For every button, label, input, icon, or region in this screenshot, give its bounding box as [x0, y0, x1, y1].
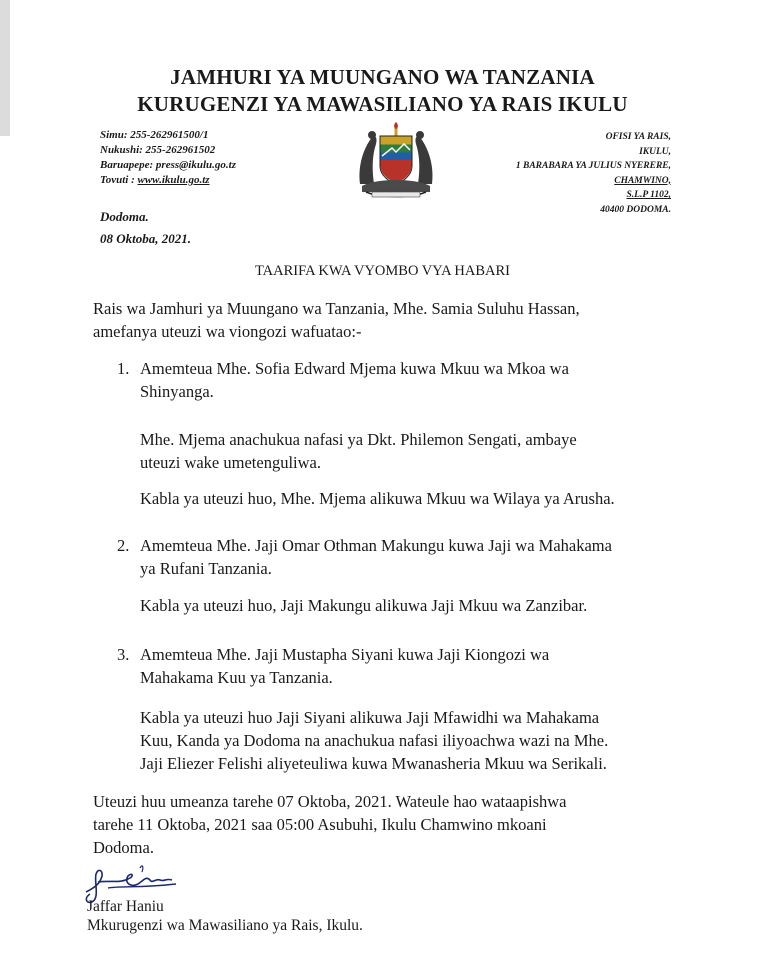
closing-line-2: tarehe 11 Oktoba, 2021 saa 05:00 Asubuhi, Ikulu Chamwino mkoani [93, 815, 547, 834]
item-1-line-3: Mhe. Mjema anachukua nafasi ya Dkt. Philemon Sengati, ambaye [140, 430, 577, 449]
item-3-line-1: Amemteua Mhe. Jaji Mustapha Siyani kuwa Jaji Kiongozi wa [140, 645, 550, 664]
address-line-3: 1 BARABARA YA JULIUS NYERERE, [515, 161, 671, 171]
item-1-line-5: Kabla ya uteuzi huo, Mhe. Mjema alikuwa Mkuu wa Wilaya ya Arusha. [140, 489, 615, 508]
document-title: TAARIFA KWA VYOMBO VYA HABARI [254, 263, 511, 279]
letterhead-line-1: JAMHURI YA MUUNGANO WA TANZANIA [170, 65, 595, 89]
email-line [100, 158, 236, 173]
letterhead-title [0, 64, 765, 118]
website-label: Tovuti : [100, 174, 138, 186]
item-2-line-3: Kabla ya uteuzi huo, Jaji Makungu alikuwa Jaji Mkuu wa Zanzibar. [140, 596, 588, 615]
closing-paragraph [93, 790, 683, 859]
item-2-paragraph-1 [140, 534, 673, 580]
date: 08 Oktoba, 2021. [100, 231, 191, 246]
item-3-line-3: Kabla ya uteuzi huo Jaji Siyani alikuwa Jaji Mfawidhi wa Mahakama [140, 708, 600, 727]
item-1-line-1: Amemteua Mhe. Sofia Edward Mjema kuwa Mkuu wa Mkoa wa [140, 359, 569, 378]
intro-paragraph [93, 297, 685, 343]
item-number-3: 3. [117, 645, 130, 664]
fax-line: Nukushi: 255-262961502 [100, 144, 216, 156]
item-1-paragraph-2 [140, 428, 673, 474]
item-3-line-5: Jaji Eliezer Felishi aliyeteuliwa kuwa Mwanasheria Mkuu wa Serikali. [140, 754, 607, 773]
intro-line-2: amefanya uteuzi wa viongozi wafuatao:- [93, 322, 362, 341]
address-line-4: CHAMWINO, [614, 175, 671, 186]
item-1-line-4: uteuzi wake umetenguliwa. [140, 453, 321, 472]
item-1-paragraph-1 [140, 357, 673, 403]
address-line-1: OFISI YA RAIS, [605, 132, 671, 142]
phone-line: Simu: 255-262961500/1 [100, 129, 209, 141]
signatory-title: Mkurugenzi wa Mawasiliano ya Rais, Ikulu. [87, 917, 363, 934]
email-label: Baruapepe: [100, 159, 156, 171]
item-3-line-2: Mahakama Kuu ya Tanzania. [140, 668, 333, 687]
place: Dodoma. [100, 209, 149, 224]
address-line-2: IKULU, [639, 146, 671, 157]
closing-line-1: Uteuzi huu umeanza tarehe 07 Oktoba, 2021. Wateule hao wataapishwa [93, 792, 567, 811]
letterhead-line-2: KURUGENZI YA MAWASILIANO YA RAIS IKULU [137, 92, 628, 116]
item-2-line-1: Amemteua Mhe. Jaji Omar Othman Makungu kuwa Jaji wa Mahakama [140, 536, 612, 555]
closing-line-3: Dodoma. [93, 838, 154, 857]
item-3-paragraph-1 [140, 643, 673, 689]
item-number-1: 1. [117, 359, 130, 378]
address-line-5: S.L.P 1102, [626, 190, 671, 200]
website-link[interactable]: www.ikulu.go.tz [137, 174, 210, 186]
item-2-line-2: ya Rufani Tanzania. [140, 559, 272, 578]
item-3-paragraph-2 [140, 706, 680, 775]
item-2-paragraph-2 [140, 594, 680, 617]
signatory-name: Jaffar Haniu [87, 898, 164, 915]
item-3-line-4: Kuu, Kanda ya Dodoma na anachukua nafasi iliyoachwa wazi na Mhe. [140, 731, 609, 750]
item-1-paragraph-3 [140, 487, 680, 510]
website-line [100, 173, 236, 188]
contact-details-left [100, 128, 236, 188]
item-number-2: 2. [117, 536, 130, 555]
address-line-6: 40400 DODOMA. [600, 204, 671, 215]
contact-details-right [516, 130, 671, 217]
email-value: press@ikulu.go.tz [155, 159, 236, 171]
place-and-date [100, 206, 191, 250]
intro-line-1: Rais wa Jamhuri ya Muungano wa Tanzania, Mhe. Samia Suluhu Hassan, [93, 299, 580, 318]
item-1-line-2: Shinyanga. [140, 382, 214, 401]
coat-of-arms-emblem [352, 122, 440, 198]
